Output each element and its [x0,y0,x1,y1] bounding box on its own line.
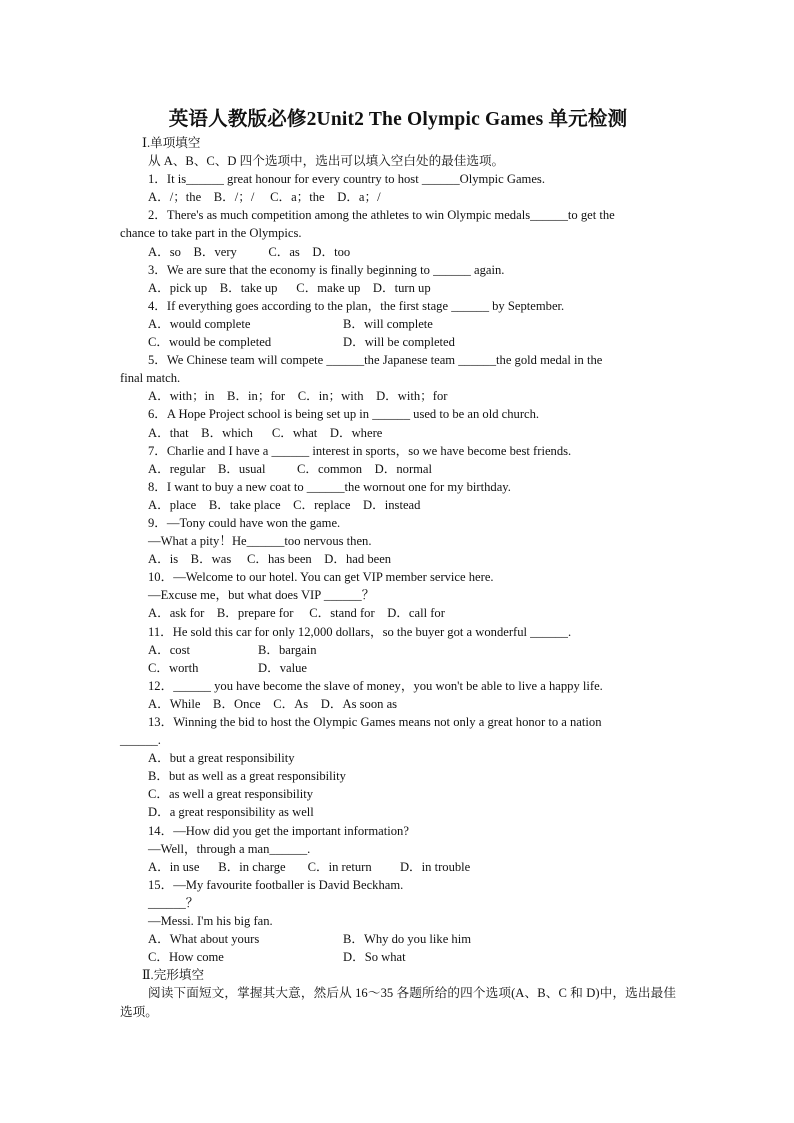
question-5-options: A．with；in B．in；for C．in；with D．with；for [148,389,448,404]
question-15: 15．—My favourite footballer is David Beckham. [148,877,404,892]
question-4: 4．If everything goes according to the plan，the first stage ______ by September. [148,298,565,313]
option-b: B．bargain [258,642,317,657]
question-10-options: A．ask for B．prepare for C．stand for D．call for [148,606,445,621]
option-a: A．would complete [148,316,251,331]
question-6: 6．A Hope Project school is being set up in ______ used to be an old church. [148,407,540,422]
option-c: C．would be completed [148,335,272,350]
question-8-options: A．place B．take place C．replace D．instead [148,497,421,512]
section-2-instruction: 阅读下面短文，掌握其大意，然后从 16～35 各题所给的四个选项(A、B、C 和 D)中，选出最佳选项。 [120,986,676,1019]
question-5-continued: final match. [120,371,181,386]
option-c: C．worth [148,660,199,675]
option-c: C．How come [148,950,224,965]
question-15-blank: ______？ [148,895,199,910]
question-14-reply: —Well，through a man______. [148,841,311,856]
option-a: A．cost [148,642,190,657]
question-15-options-row-1 [120,930,676,948]
section-1-instruction: 从 A、B、C、D 四个选项中，选出可以填入空白处的最佳选项。 [148,154,505,169]
question-6-options: A．that B．which C．what D．where [148,425,383,440]
question-11-options-row-2 [120,659,676,677]
option-b: B．Why do you like him [343,932,472,947]
question-2-options: A．so B．very C．as D．too [148,244,351,259]
question-7: 7．Charlie and I have a ______ interest in sports，so we have become best friends. [148,443,572,458]
question-2-continued: chance to take part in the Olympics. [120,226,302,241]
question-1: 1．It is______ great honour for every country to host ______Olympic Games. [148,172,545,187]
question-15-options-row-2 [120,948,676,966]
question-10: 10．—Welcome to our hotel. You can get VIP member service here. [148,570,494,585]
question-3: 3．We are sure that the economy is finally beginning to ______ again. [148,262,505,277]
question-14: 14．—How did you get the important information? [148,823,409,838]
option-d: D．will be completed [343,335,455,350]
question-9: 9．—Tony could have won the game. [148,515,341,530]
question-12-options: A．While B．Once C．As D．As soon as [148,696,398,711]
option-b: B．will complete [343,316,433,331]
question-3-options: A．pick up B．take up C．make up D．turn up [148,280,431,295]
question-13-option-c: C．as well a great responsibility [148,787,314,802]
option-d: D．So what [343,950,406,965]
document-title: 英语人教版必修2Unit2 The Olympic Games 单元检测 [168,109,628,130]
question-12: 12．______ you have become the slave of money，you won't be able to live a happy life. [148,678,603,693]
section-2-heading: Ⅱ.完形填空 [142,968,205,983]
section-1-heading: Ⅰ.单项填空 [142,136,201,150]
question-13-option-d: D．a great responsibility as well [148,805,314,820]
question-2: 2．There's as much competition among the athletes to win Olympic medals______to get the [148,208,615,223]
question-9-reply: —What a pity！He______too nervous then. [148,534,372,549]
question-1-options: A．/；the B．/；/ C．a；the D．a；/ [148,190,381,205]
question-5: 5．We Chinese team will compete ______the Japanese team ______the gold medal in the [148,353,603,368]
question-13-option-b: B．but as well as a great responsibility [148,769,346,784]
question-13: 13．Winning the bid to host the Olympic Games means not only a great honor to a nation [148,715,602,729]
question-13-option-a: A．but a great responsibility [148,751,295,766]
question-9-options: A．is B．was C．has been D．had been [148,552,392,567]
question-11-options-row-1 [120,641,676,659]
question-8: 8．I want to buy a new coat to ______the wornout one for my birthday. [148,479,511,494]
question-14-options: A．in use B．in charge C．in return D．in trouble [148,859,471,874]
option-a: A．What about yours [148,932,260,947]
question-7-options: A．regular B．usual C．common D．normal [148,461,433,476]
document-page [120,103,676,1021]
question-10-reply: —Excuse me，but what does VIP ______？ [148,588,375,603]
question-15-reply: —Messi. I'm his big fan. [148,914,273,929]
question-11: 11．He sold this car for only 12,000 dollars，so the buyer got a wonderful ______. [148,624,572,639]
question-4-options-row-1 [120,315,676,333]
option-d: D．value [258,660,307,675]
question-4-options-row-2 [120,333,676,351]
question-13-continued: ______. [120,733,161,748]
